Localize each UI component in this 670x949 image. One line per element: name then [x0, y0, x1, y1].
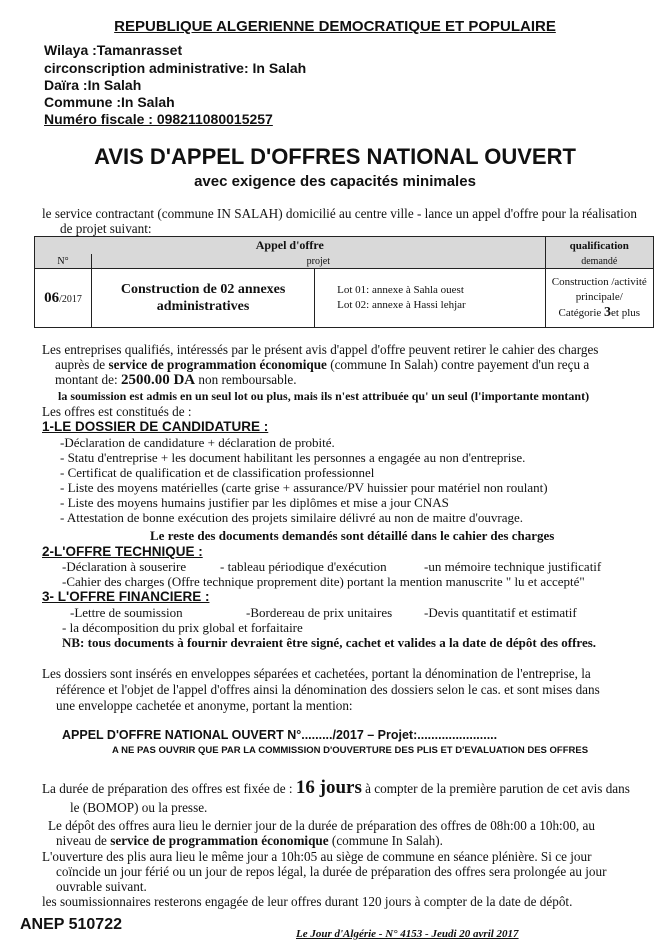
header-demand: demandé [545, 254, 653, 269]
anep-reference: ANEP 510722 [20, 916, 122, 933]
section-3-item-d: - la décomposition du prix global et forfaitaire [62, 620, 303, 635]
conditions-line-5: Les offres est constitués de : [42, 404, 192, 419]
conditions-line-1: Les entreprises qualifiés, intéressés par le présent avis d'appel d'offre peuvent retirer le cahier des charges [42, 342, 599, 357]
header-num: N° [35, 254, 92, 269]
list-item: - Liste des moyens humains justifier par les diplômes et mise a jour CNAS [60, 495, 449, 510]
offer-number: 06/2017 [35, 269, 92, 328]
duree-line-7: ouvrable suivant. [56, 879, 147, 894]
section-2-item-d: -Cahier des charges (Offre technique proprement dite) portant la mention manuscrite " lu et accepté" [62, 574, 585, 589]
section-1-title: 1-LE DOSSIER DE CANDIDATURE : [42, 419, 269, 434]
lot-2: Lot 02: annexe à Hassi lehjar [337, 299, 466, 311]
dossiers-line-2: référence et l'objet de l'appel d'offres ainsi la dénomination des dossiers selon le cas. et sont mises dans [56, 682, 600, 697]
header-offer: Appel d'offre [35, 237, 546, 255]
section-2-item-a: -Déclaration à souserire [62, 559, 187, 574]
list-item: - Statu d'entreprise + les document habilitant les personnes a engagée au non d'entreprise. [60, 450, 526, 465]
envelope-mention: APPEL D'OFFRE NATIONAL OUVERT N°........./2017 – Projet:....................... [62, 728, 498, 742]
qualification-cell: Construction /activité principale/ Catégorie 3et plus [545, 269, 653, 328]
commune-line: Commune :In Salah [44, 94, 175, 110]
list-item: - Liste des moyens matérielles (carte grise + assurance/PV huissier pour matériel non roulant) [60, 480, 548, 495]
dossiers-line-3: une enveloppe cachetée et anonyme, portant la mention: [56, 698, 353, 713]
lot-1: Lot 01: annexe à Sahla ouest [337, 284, 464, 296]
circonscription-line: circonscription administrative: In Salah [44, 60, 307, 76]
duree-line-6: coïncide un jour férié ou un jour de repos légal, la durée de préparation des offres sera prolongée au jour [56, 864, 607, 879]
conditions-line-3: montant de: 2500.00 DA non remboursable. [55, 372, 297, 388]
conditions-line-2: auprès de service de programmation économique (commune In Salah) contre payement d'un reçu a [55, 357, 590, 372]
section-1-list [60, 435, 548, 525]
project-name: Construction de 02 annexes administratives [92, 269, 315, 328]
duree-line-3: Le dépôt des offres aura lieu le dernier jour de la durée de préparation des offres de 08h:00 a 10h:00, au [48, 818, 595, 833]
section-3-item-c: -Devis quantitatif et estimatif [424, 605, 577, 620]
section-2-item-c: -un mémoire technique justificatif [424, 559, 602, 574]
section-3-nb: NB: tous documents à fournir devraient être signé, cachet et valides a la date de dépôt des offres. [62, 635, 597, 650]
page-subtitle: avec exigence des capacités minimales [194, 173, 476, 190]
section-2-title: 2-L'OFFRE TECHNIQUE : [42, 544, 203, 559]
page-title: AVIS D'APPEL D'OFFRES NATIONAL OUVERT [94, 144, 576, 169]
section-3-item-b: -Bordereau de prix unitaires [246, 605, 393, 620]
duree-line-2: le (BOMOP) ou la presse. [70, 800, 208, 815]
daira-line: Daïra :In Salah [44, 77, 142, 93]
section-1-note: Le reste des documents demandés sont détaillé dans le cahier des charges [150, 528, 555, 543]
header-qualification: qualification [545, 237, 653, 255]
list-item: -Déclaration de candidature + déclaration de probité. [60, 435, 335, 450]
republic-header: REPUBLIQUE ALGERIENNE DEMOCRATIQUE ET POPULAIRE [114, 18, 556, 35]
list-item: - Certificat de qualification et de classification professionnel [60, 465, 375, 480]
duree-line-8: les soumissionnaires resterons engagée de leur offres durant 120 jours à compter de la date de dépôt. [42, 894, 573, 909]
intro-line-1: le service contractant (commune IN SALAH) domicilié au centre ville - lance un appel d'offre pour la réalisation [42, 206, 637, 221]
offer-table [34, 236, 654, 328]
envelope-warning: A NE PAS OUVRIR QUE PAR LA COMMISSION D'OUVERTURE DES PLIS ET D'EVALUATION DES OFFRES [112, 745, 589, 756]
duree-line-4: niveau de service de programmation économique (commune In Salah). [56, 833, 443, 848]
duree-line-5: L'ouverture des plis aura lieu le même jour a 10h:05 au siège de commune en séance plénière. Si ce jour [42, 849, 592, 864]
list-item: - Attestation de bonne exécution des projets similaire délivré au non de maitre d'ouvrage. [60, 510, 523, 525]
header-project: projet [92, 254, 546, 269]
dossiers-line-1: Les dossiers sont insérés en enveloppes séparées et cachetées, portant la dénomination de l'entreprise, la [42, 666, 591, 681]
wilaya-line: Wilaya :Tamanrasset [44, 42, 183, 58]
section-3-item-a: -Lettre de soumission [70, 605, 183, 620]
conditions-line-4: la soumission est admis en un seul lot ou plus, mais ils n'est attribuée qu' un seul (l'importante montant) [58, 389, 590, 403]
fiscal-number: Numéro fiscale : 098211080015257 [44, 111, 273, 127]
section-2-item-b: - tableau périodique d'exécution [220, 559, 387, 574]
journal-reference: Le Jour d'Algérie - N° 4153 - Jeudi 20 avril 2017 [296, 928, 519, 940]
lots-cell [315, 269, 545, 328]
duree-line-1: La durée de préparation des offres est fixée de : 16 jours à compter de la première parution de cet avis dans [42, 777, 630, 798]
section-3-title: 3- L'OFFRE FINANCIERE : [42, 589, 210, 604]
table-row [35, 269, 654, 328]
intro-line-2: de projet suivant: [60, 221, 152, 236]
